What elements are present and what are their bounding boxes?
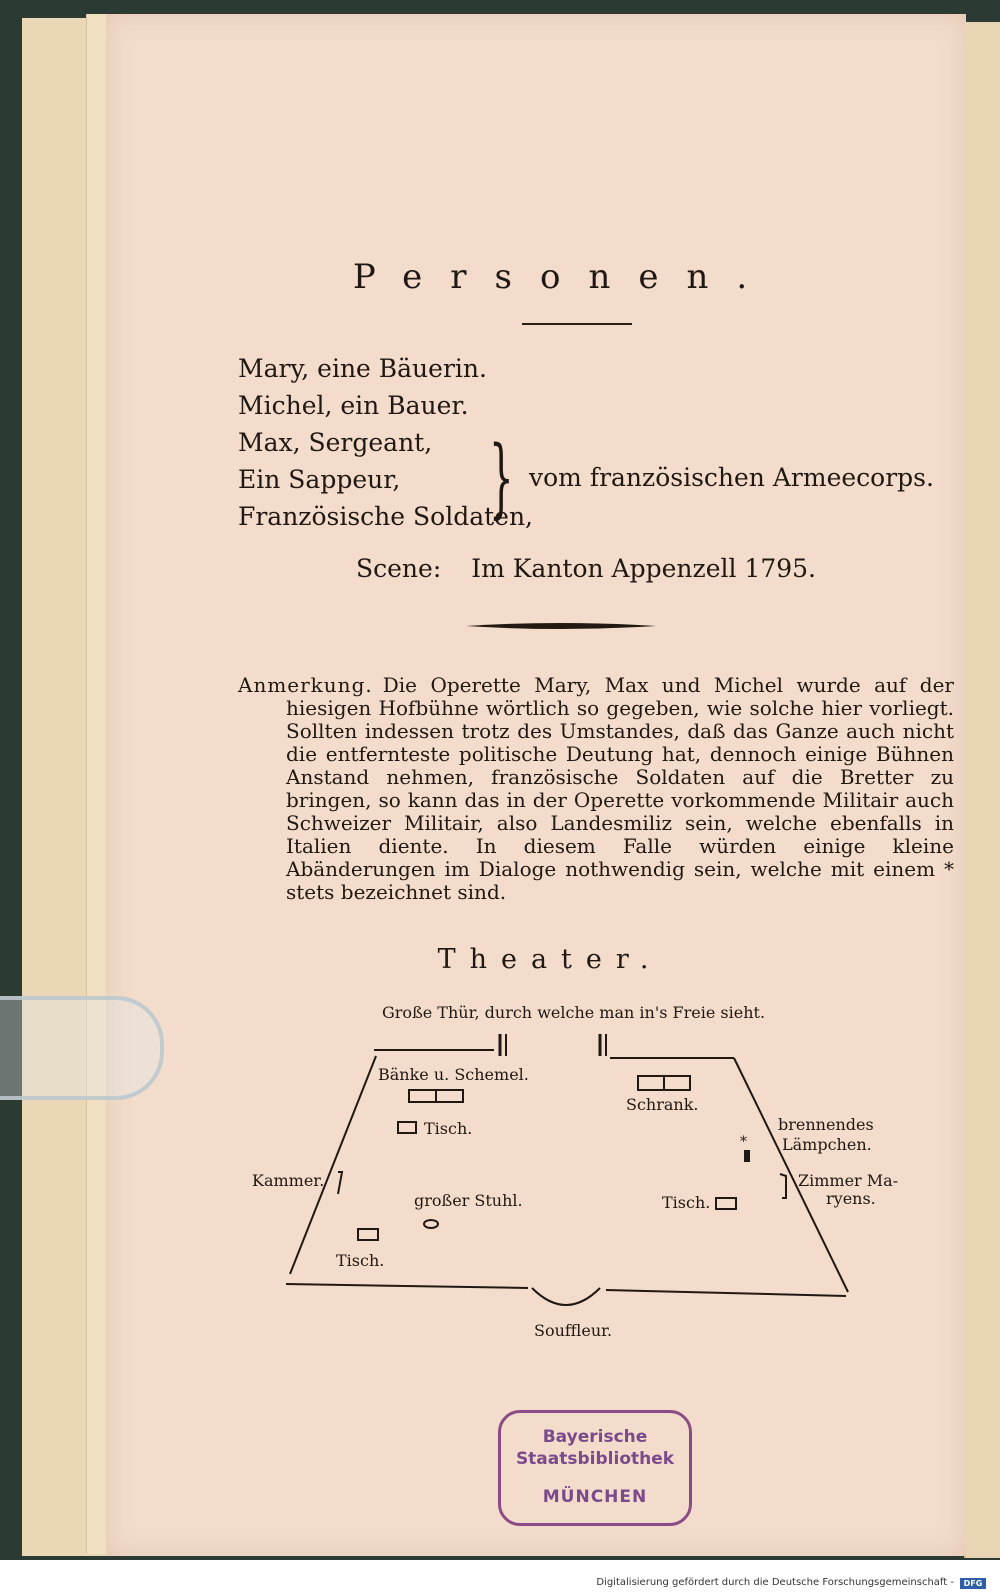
scene-text: Im Kanton Appenzell 1795. [471,554,816,583]
cast-item: Mary, eine Bäuerin. [238,354,487,383]
label-cupboard: Schrank. [626,1095,699,1114]
cast-group-label: vom französischen Armeecorps. [529,463,934,492]
scene-line [356,554,816,583]
label-marys-room-1: Zimmer Ma- [798,1171,899,1190]
label-table-lower: Tisch. [336,1251,385,1270]
note-head: Anmerkung. [238,673,373,697]
label-table-upper: Tisch. [424,1119,473,1138]
label-lamp-1: brennendes [778,1115,874,1134]
cast-item: Französische Soldaten, [238,502,533,531]
page-title: Personen. [352,257,776,297]
label-table-right: Tisch. [662,1193,711,1212]
note-paragraph [238,674,954,904]
stamp-line-3: MÜNCHEN [542,1487,648,1507]
theater-title: Theater. [437,944,663,975]
stamp-line-1: Bayerische [542,1427,648,1447]
cast-brace: } [489,428,514,528]
scene-label: Scene: [356,554,442,583]
stamp-line-2: Staatsbibliothek [515,1449,675,1469]
book-page [106,14,966,1556]
stage-diagram [106,986,966,1356]
label-door: Große Thür, durch welche man in's Freie sieht. [382,1003,766,1022]
ornamental-rule [466,622,656,630]
label-benches: Bänke u. Schemel. [378,1065,529,1084]
svg-text:*: * [740,1134,747,1150]
cast-item: Ein Sappeur, [238,465,401,494]
label-big-chair: großer Stuhl. [414,1191,523,1210]
label-prompter: Souffleur. [534,1321,613,1340]
label-chamber: Kammer. [252,1171,325,1190]
footer-text: Digitalisierung gefördert durch die Deutsche Forschungsgemeinschaft - [596,1577,954,1588]
label-marys-room-2: ryens. [826,1189,876,1208]
title-rule [522,323,632,325]
cast-item: Max, Sergeant, [238,428,433,457]
page-clip [0,996,164,1100]
label-lamp-2: Lämpchen. [782,1135,872,1154]
note-text: Die Operette Mary, Max und Michel wurde auf der hiesigen Hofbühne wörtlich so gegeben, wie solche hier vorliegt. Sollten indessen trotz des Umstandes, daß das Ganze auch nicht die entfernteste politische Deutung hat, dennoch einige Bühnen Anstand nehmen, französische Soldaten auf die Bretter zu bringen, so kann das in der Operette vorkommende Militair auch Schweizer Militair, also Landesmiliz sein, welche ebenfalls in Italien diente. In diesem Falle würden einige kleine Abänderungen im Dialoge nothwendig sein, welche mit einem * stets bezeichnet sind. [286,673,954,904]
cast-item: Michel, ein Bauer. [238,391,469,420]
dfg-logo-icon: DFG [960,1578,986,1589]
book-right-edge [964,22,1000,1558]
library-stamp [498,1410,692,1526]
